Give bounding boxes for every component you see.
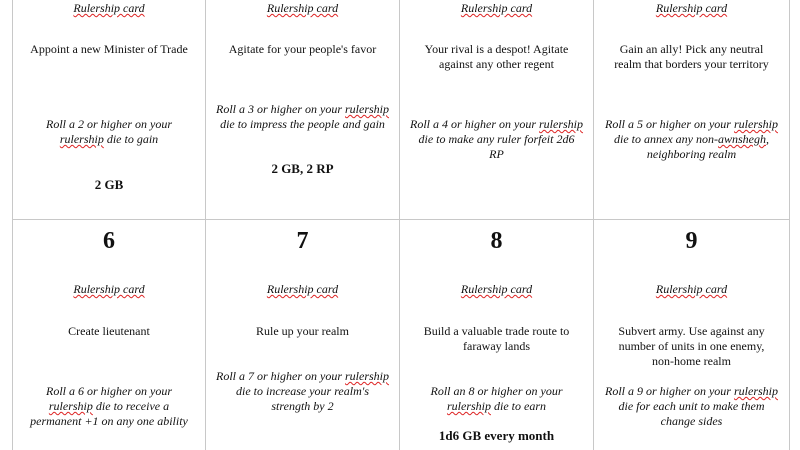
card-type-label: Rulership card	[655, 282, 728, 296]
card-reward: 1d6 GB every month	[438, 428, 555, 443]
card-subvert-army	[594, 220, 790, 450]
card-grid	[12, 0, 790, 450]
card-appoint-minister	[12, 0, 206, 220]
card-type-label: Rulership card	[460, 282, 533, 296]
card-type-label: Rulership card	[73, 1, 145, 15]
card-gain-ally	[594, 0, 790, 220]
card-type-label: Rulership card	[655, 1, 728, 15]
card-create-lieutenant	[12, 220, 206, 450]
card-title: Create lieutenant	[68, 324, 150, 338]
card-agitate-favor	[206, 0, 400, 220]
card-title: Appoint a new Minister of Trade	[30, 42, 188, 56]
card-trade-route	[400, 220, 594, 450]
card-type-label: Rulership card	[460, 1, 533, 15]
card-rule: Roll a 3 or higher on your rulership die to impress the people and gain	[216, 102, 390, 131]
card-number: 8	[490, 228, 503, 254]
card-rule: Roll a 5 or higher on your rulership die to annex any non-awnshegh, neighboring realm	[604, 117, 778, 161]
card-rule: Roll a 7 or higher on your rulership die to increase your realm's strength by 2	[216, 369, 390, 413]
card-rule-realm	[206, 220, 400, 450]
card-reward: 2 GB	[94, 177, 124, 192]
card-title: Your rival is a despot! Agitate against any other regent	[424, 42, 569, 71]
card-title: Rule up your realm	[256, 324, 349, 338]
card-number: 6	[103, 228, 115, 254]
card-title: Subvert army. Use against any number of units in one enemy, non-home realm	[618, 324, 765, 368]
card-title: Gain an ally! Pick any neutral realm that borders your territory	[614, 42, 769, 71]
card-type-label: Rulership card	[266, 282, 339, 296]
card-rule: Roll a 9 or higher on your rulership die for each unit to make them change sides	[604, 384, 778, 428]
card-number: 7	[296, 228, 309, 254]
card-title: Agitate for your people's favor	[228, 42, 377, 56]
card-rival-despot	[400, 0, 594, 220]
card-title: Build a valuable trade route to faraway lands	[423, 324, 570, 353]
card-type-label: Rulership card	[266, 1, 339, 15]
card-type-label: Rulership card	[73, 282, 145, 296]
card-rule: Roll a 6 or higher on your rulership die to receive a permanent +1 on any one ability	[30, 384, 188, 428]
card-number: 9	[685, 228, 698, 254]
card-rule: Roll a 2 or higher on your rulership die to gain	[46, 117, 172, 146]
card-rule: Roll a 4 or higher on your rulership die to make any ruler forfeit 2d6 RP	[410, 117, 584, 161]
card-reward: 2 GB, 2 RP	[271, 161, 334, 176]
card-rule: Roll an 8 or higher on your rulership die to earn	[430, 384, 563, 413]
